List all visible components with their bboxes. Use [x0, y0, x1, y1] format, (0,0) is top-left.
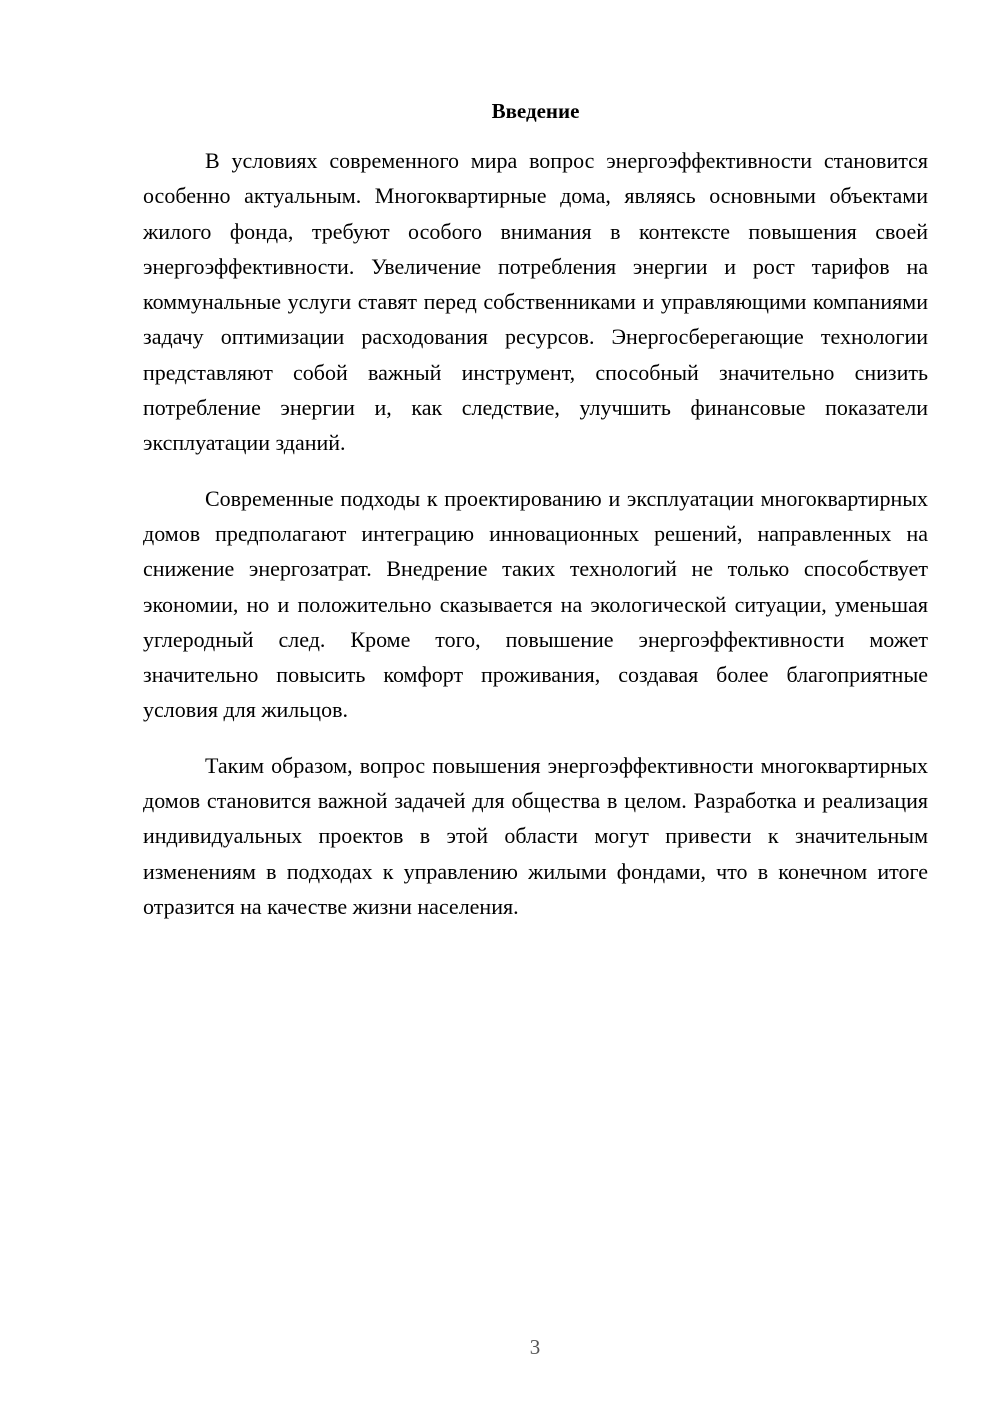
- page-number: 3: [529, 1335, 541, 1359]
- paragraph-3: Таким образом, вопрос повышения энергоэффективности многоквартирных домов становится важной задачей для общества в целом. Разработка и реализация индивидуальных проектов в этой области могут привести к значительным изменениям в подходах к управлению жилыми фондами, что в конечном итоге отразится на качестве жизни населения.: [143, 752, 928, 919]
- body-text: [143, 143, 928, 944]
- paragraph-2: Современные подходы к проектированию и эксплуатации многоквартирных домов предполагают интеграцию инновационных решений, направленных на снижение энергозатрат. Внедрение таких технологий не только способствует экономии, но и положительно сказывается на экологической ситуации, уменьшая углеродный след. Кроме того, повышение энергоэффективности может значительно повысить комфорт проживания, создавая более благоприятные условия для жильцов.: [143, 485, 928, 723]
- section-title: Введение: [491, 99, 580, 123]
- paragraph-1: В условиях современного мира вопрос энергоэффективности становится особенно актуальным. Многоквартирные дома, являясь основными объектами жилого фонда, требуют особого внимания в контексте повышения своей энергоэффективности. Увеличение потребления энергии и рост тарифов на коммунальные услуги ставят перед собственниками и управляющими компаниями задачу оптимизации расходования ресурсов. Энергосберегающие технологии представляют собой важный инструмент, способный значительно снизить потребление энергии и, как следствие, улучшить финансовые показатели эксплуатации зданий.: [143, 148, 928, 456]
